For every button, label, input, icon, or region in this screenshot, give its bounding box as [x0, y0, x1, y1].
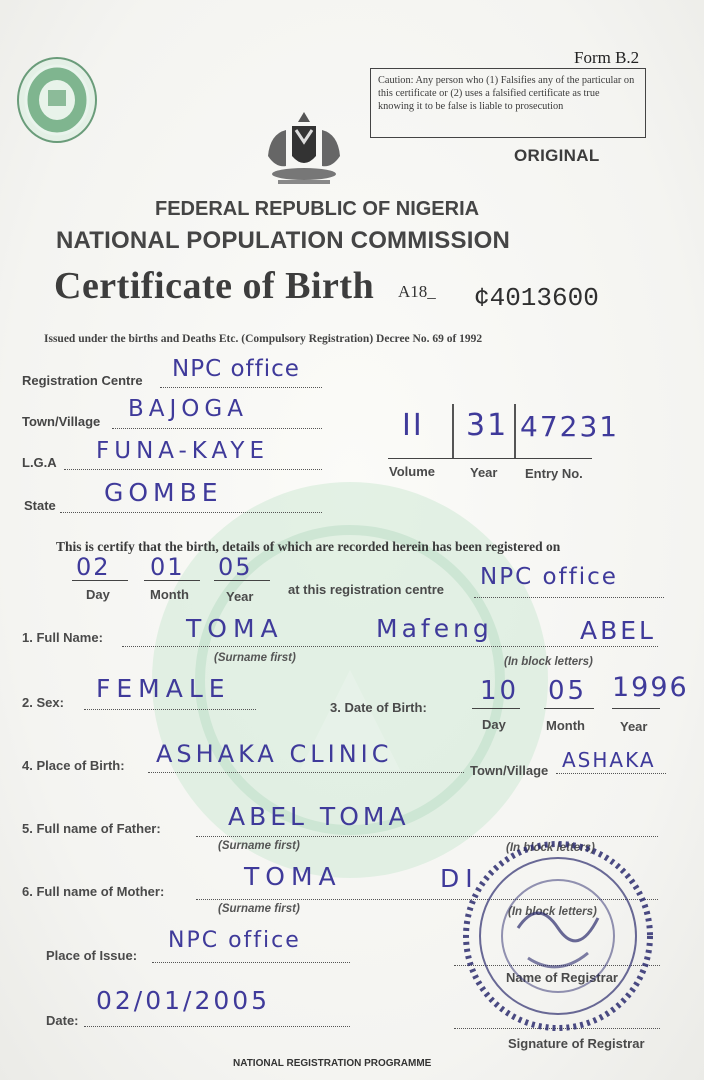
- at-registration-centre-label: at this registration centre: [288, 582, 445, 597]
- birth-town-label: Town/Village: [470, 763, 549, 778]
- registrar-signature-label: Signature of Registrar: [508, 1036, 645, 1051]
- registration-centre-value-2: NPC office: [480, 564, 618, 590]
- date-label: Date:: [46, 1013, 79, 1028]
- dob-day-value: 10: [480, 676, 520, 706]
- block-letters-hint: (In block letters): [504, 656, 593, 668]
- lga-label: L.G.A: [22, 455, 57, 470]
- form-number: Form B.2: [574, 48, 640, 67]
- certificate-title: Certificate of Birth: [54, 265, 375, 307]
- certificate-prefix: A18_: [398, 282, 436, 301]
- registration-centre-value: NPC office: [172, 356, 300, 382]
- place-of-issue-value: NPC office: [168, 928, 301, 953]
- entry-number-label: Entry No.: [525, 466, 583, 481]
- volume-value: II: [402, 408, 424, 443]
- registration-month-value: 01: [150, 553, 185, 581]
- caution-box: Caution: Any person who (1) Falsifies any of the particular on this certificate or (2) uses a falsified certificate as true knowing it to be false is liable to prosecution: [370, 68, 646, 138]
- mother-name-value: TOMA: [244, 862, 342, 891]
- father-block-hint: (In block letters): [506, 842, 595, 854]
- surname-first-hint: (Surname first): [214, 652, 296, 664]
- place-of-birth-value: ASHAKA CLINIC: [156, 740, 393, 768]
- father-surname-hint: (Surname first): [218, 840, 300, 852]
- footer-text: NATIONAL REGISTRATION PROGRAMME: [233, 1058, 432, 1069]
- mother-block-hint: (In block letters): [508, 906, 597, 918]
- date-of-birth-label: 3. Date of Birth:: [330, 700, 427, 715]
- dob-year-label: Year: [620, 719, 648, 734]
- mother-surname-hint: (Surname first): [218, 903, 300, 915]
- year-label-reg: Year: [226, 589, 254, 604]
- commission-heading: NATIONAL POPULATION COMMISSION: [56, 227, 510, 254]
- dob-day-label: Day: [482, 717, 506, 732]
- registration-year-value: 05: [218, 553, 253, 581]
- country-heading: FEDERAL REPUBLIC OF NIGERIA: [155, 198, 480, 220]
- registration-centre-label: Registration Centre: [22, 373, 143, 388]
- middle-name-value: Mafeng: [376, 614, 493, 643]
- day-label: Day: [86, 587, 110, 602]
- dob-year-value: 1996: [612, 672, 689, 703]
- surname-value: TOMA: [186, 614, 284, 643]
- father-name-value: ABEL TOMA: [228, 802, 410, 831]
- sex-label: 2. Sex:: [22, 695, 64, 710]
- town-village-value: BAJOGA: [128, 396, 248, 422]
- state-label: State: [24, 498, 56, 513]
- father-name-label: 5. Full name of Father:: [22, 821, 161, 836]
- commission-seal-icon: [16, 56, 98, 144]
- coat-of-arms-icon: [256, 108, 352, 188]
- sex-value: FEMALE: [96, 674, 231, 703]
- registration-day-value: 02: [76, 553, 111, 581]
- mother-name-label: 6. Full name of Mother:: [22, 884, 165, 899]
- year-label: Year: [470, 465, 498, 480]
- mother-name-extra: DI: [440, 864, 479, 893]
- original-mark: ORIGINAL: [514, 146, 600, 165]
- year-value: 31: [466, 408, 509, 443]
- certify-text: This is certify that the birth, details of which are recorded herein has been registered on: [56, 539, 561, 554]
- entry-number-value: 47231: [520, 410, 620, 443]
- certificate-number: ¢4013600: [474, 283, 599, 313]
- town-village-label: Town/Village: [22, 414, 101, 429]
- first-name-value: ABEL: [580, 616, 656, 645]
- issue-date-value: 02/01/2005: [96, 986, 271, 1015]
- birth-town-value: ASHAKA: [562, 748, 656, 772]
- dob-month-value: 05: [548, 676, 588, 706]
- state-value: GOMBE: [104, 478, 223, 507]
- place-of-birth-label: 4. Place of Birth:: [22, 758, 125, 773]
- dob-month-label: Month: [546, 718, 585, 733]
- month-label: Month: [150, 587, 189, 602]
- registrar-name-label: Name of Registrar: [506, 970, 618, 985]
- place-of-issue-label: Place of Issue:: [46, 948, 138, 963]
- issued-under-text: Issued under the births and Deaths Etc. (Compulsory Registration) Decree No. 69 of 1992: [44, 333, 483, 345]
- registrar-stamp-icon: [458, 838, 658, 1034]
- full-name-label: 1. Full Name:: [22, 630, 103, 645]
- volume-label: Volume: [389, 464, 435, 479]
- lga-value: FUNA-KAYE: [96, 438, 270, 464]
